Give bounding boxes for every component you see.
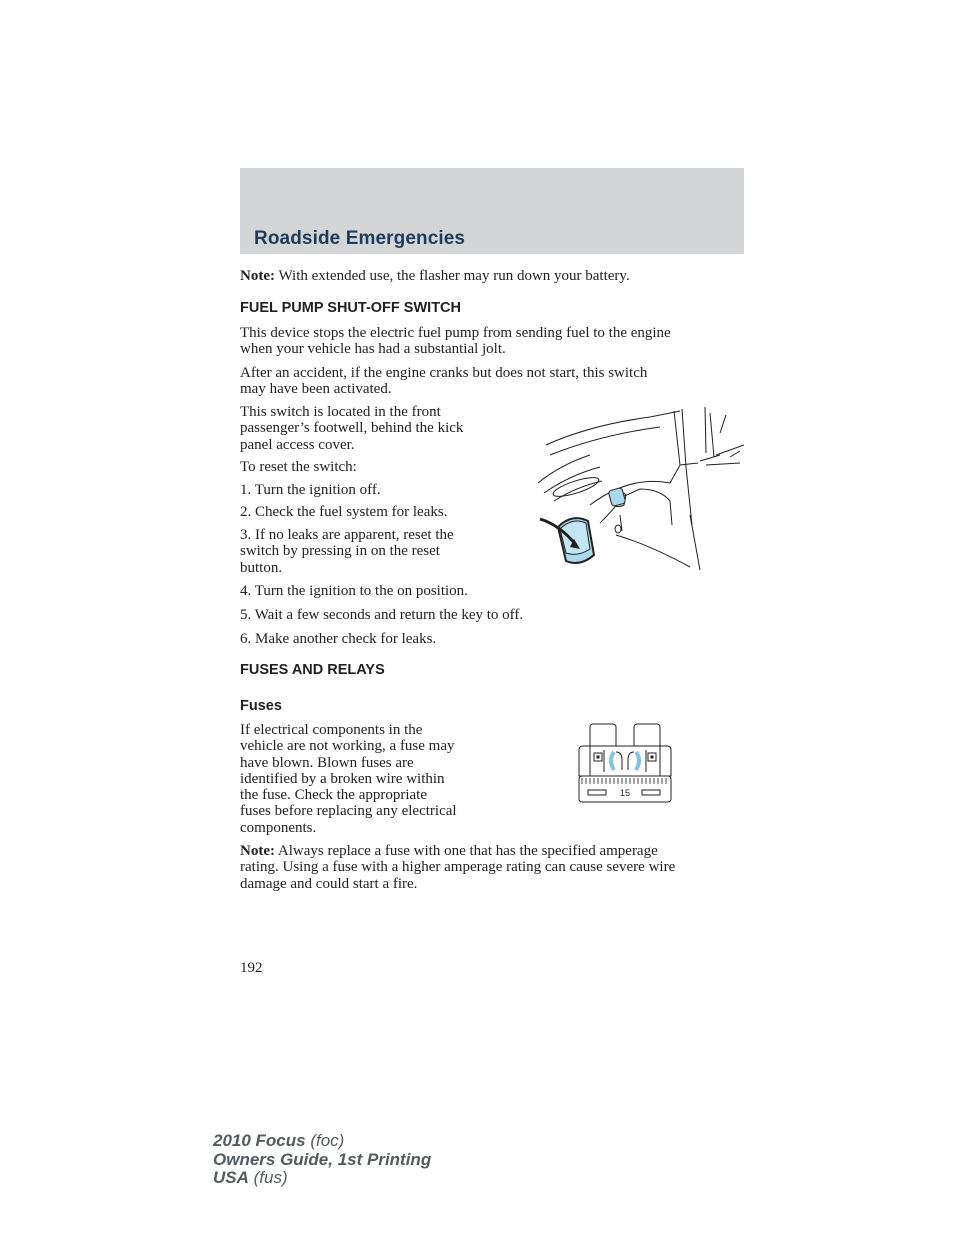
paragraph-blown-fuses: If electrical components in the vehicle are not working, a fuse may have blown. Blown fuses are identified by a broken wire within the fuse. Check the appropriate fuses before replacing any electrical components.: [240, 722, 457, 836]
paragraph-fuel-pump-purpose: This device stops the electric fuel pump from sending fuel to the engine when your vehicle has had a substantial jolt.: [240, 325, 671, 358]
fuse-illustration: [578, 722, 672, 804]
reset-step-4: 4. Turn the ignition to the on position.: [240, 583, 468, 599]
section-header-band: [240, 168, 744, 254]
reset-step-6: 6. Make another check for leaks.: [240, 631, 437, 647]
reset-step-2: 2. Check the fuel system for leaks.: [240, 504, 448, 520]
paragraph-after-accident: After an accident, if the engine cranks but does not start, this switch may have been activated.: [240, 365, 648, 398]
document-footer: 2010 Focus (foc) Owners Guide, 1st Printing USA (fus): [213, 1131, 432, 1187]
heading-fuses-relays: FUSES AND RELAYS: [240, 662, 385, 678]
reset-step-3: 3. If no leaks are apparent, reset the switch by pressing in on the reset button.: [240, 527, 454, 576]
heading-fuel-pump-switch: FUEL PUMP SHUT-OFF SWITCH: [240, 300, 461, 316]
paragraph-switch-location: This switch is located in the front passenger’s footwell, behind the kick panel access cover.: [240, 404, 464, 453]
note-fuse-amperage: Note: Always replace a fuse with one that has the specified amperage rating. Using a fuse with a higher amperage rating can cause severe wire damage and could start a fire.: [240, 843, 676, 892]
note-text: With extended use, the flasher may run down your battery.: [274, 268, 630, 284]
reset-step-5: 5. Wait a few seconds and return the key to off.: [240, 607, 524, 623]
note-flasher: [240, 268, 744, 284]
note-label: Note:: [240, 843, 275, 859]
page-number: 192: [240, 960, 263, 976]
reset-intro: To reset the switch:: [240, 459, 357, 475]
subheading-fuses: Fuses: [240, 698, 282, 714]
reset-step-1: 1. Turn the ignition off.: [240, 482, 381, 498]
note-label: Note:: [240, 268, 275, 284]
fuse-rating-label: 15: [619, 788, 631, 798]
section-title: Roadside Emergencies: [254, 228, 466, 249]
fuel-pump-switch-illustration: [530, 405, 744, 570]
